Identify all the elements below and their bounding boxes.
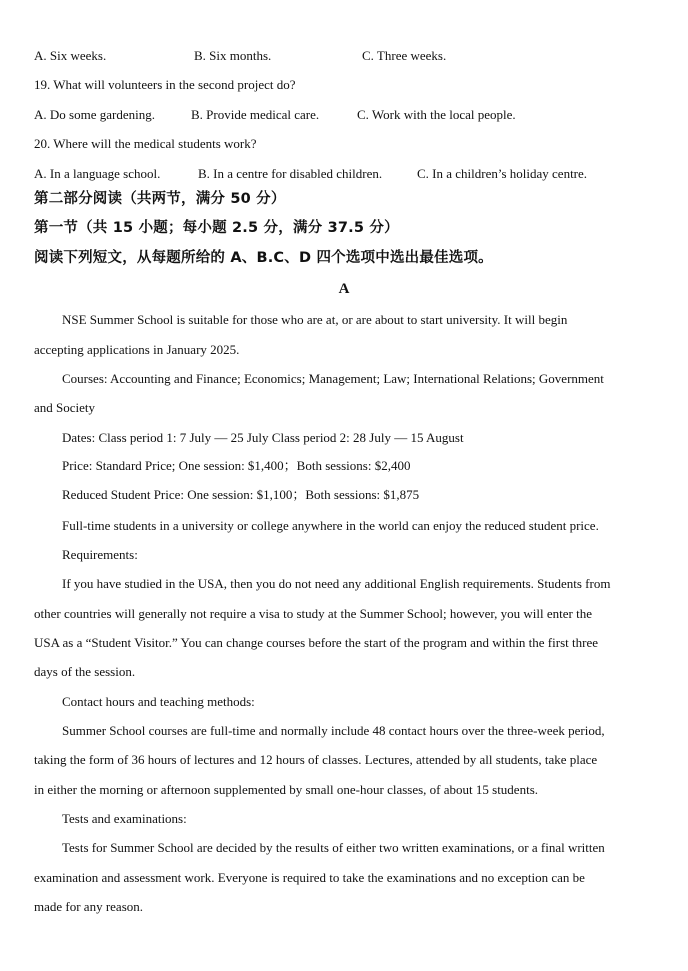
q18-option-b: B. Six months.	[194, 48, 272, 63]
instruction: 阅读下列短文，从每题所给的 A、B.C、D 四个选项中选出最佳选项。	[34, 250, 493, 266]
q19-option-c: C. Work with the local people.	[357, 107, 516, 122]
q19-option-a: A. Do some gardening.	[34, 107, 155, 122]
passage-line: USA as a “Student Visitor.” You can change courses before the start of the program and within the first three	[34, 635, 598, 650]
passage-line: Tests and examinations:	[62, 811, 187, 826]
q20-option-a: A. In a language school.	[34, 166, 161, 181]
passage-line: Reduced Student Price: One session: $1,100；Both sessions: $1,875	[62, 487, 420, 502]
q18-option-c: C. Three weeks.	[362, 48, 447, 63]
q19-option-b: B. Provide medical care.	[191, 107, 320, 122]
passage-line: Tests for Summer School are decided by the results of either two written examinations, or a final written	[62, 840, 605, 855]
passage-line: Requirements:	[62, 547, 138, 562]
question-19: 19. What will volunteers in the second project do?	[34, 77, 296, 92]
q20-option-b: B. In a centre for disabled children.	[198, 166, 383, 181]
passage-line: Contact hours and teaching methods:	[62, 694, 255, 709]
passage-line: days of the session.	[34, 664, 136, 679]
sub-heading: 第一节（共 15 小题；每小题 2.5 分，满分 37.5 分）	[34, 220, 399, 236]
passage-line: Price: Standard Price; One session: $1,400；Both sessions: $2,400	[62, 458, 411, 473]
q18-option-a: A. Six weeks.	[34, 48, 107, 63]
part-heading: 第二部分阅读（共两节，满分 50 分）	[34, 191, 286, 207]
passage-line: in either the morning or afternoon supplemented by small one-hour classes, of about 15 students.	[34, 782, 538, 797]
passage-line: and Society	[34, 400, 96, 415]
passage-line: Full-time students in a university or college anywhere in the world can enjoy the reduced student price.	[62, 518, 599, 533]
passage-line: Summer School courses are full-time and normally include 48 contact hours over the three-week period,	[62, 723, 605, 738]
question-20: 20. Where will the medical students work?	[34, 136, 257, 151]
passage-line: If you have studied in the USA, then you do not need any additional English requirements. Students from	[62, 576, 611, 591]
passage-line: Dates: Class period 1: 7 July — 25 July Class period 2: 28 July — 15 August	[62, 430, 464, 445]
passage-letter: A	[338, 281, 350, 297]
passage-line: accepting applications in January 2025.	[34, 342, 240, 357]
passage-line: examination and assessment work. Everyone is required to take the examinations and no exception can be	[34, 870, 585, 885]
passage-line: made for any reason.	[34, 899, 144, 914]
passage-line: Courses: Accounting and Finance; Economics; Management; Law; International Relations; Government	[62, 371, 604, 386]
q20-option-c: C. In a children’s holiday centre.	[417, 166, 588, 181]
passage-line: NSE Summer School is suitable for those who are at, or are about to start university. It will begin	[62, 312, 568, 327]
passage-line: taking the form of 36 hours of lectures and 12 hours of classes. Lectures, attended by all students, take place	[34, 752, 598, 767]
passage-line: other countries will generally not require a visa to study at the Summer School; however, you will enter the	[34, 606, 592, 621]
